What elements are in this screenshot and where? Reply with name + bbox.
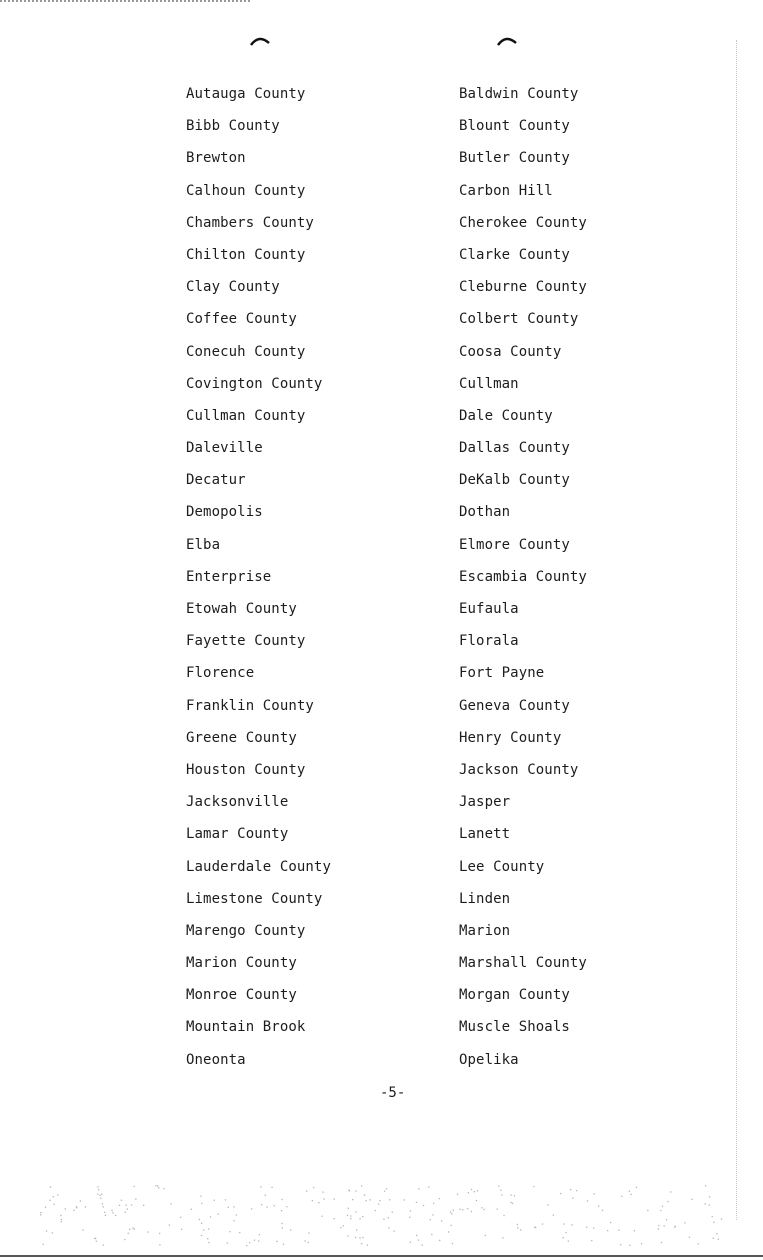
left-column-entry: Mountain Brook (186, 1019, 306, 1036)
right-column-entry: Lee County (459, 858, 545, 875)
right-column-entry: Baldwin County (459, 86, 579, 102)
left-column-entry: Clay County (186, 279, 280, 296)
left-column-entry: Daleville (186, 440, 263, 457)
right-column-entry: Carbon Hill (459, 182, 553, 199)
right-column-entry: Opelika (459, 1051, 519, 1068)
right-column-entry: Geneva County (459, 697, 570, 714)
binding-arc-mark-left (249, 34, 271, 46)
right-column-entry: Dale County (459, 407, 553, 424)
right-column-entry: Lanett (459, 826, 511, 843)
top-edge-dotted-line (0, 0, 250, 5)
right-column-entry: Colbert County (459, 311, 579, 328)
right-column-entry: Morgan County (459, 987, 570, 1004)
right-column-entry: Marshall County (459, 955, 587, 972)
left-column-entry: Etowah County (186, 601, 297, 617)
right-margin-artifact (736, 40, 737, 1220)
right-column-entry: Butler County (459, 150, 570, 167)
left-column-entry: Lamar County (186, 826, 289, 843)
scan-noise-speckle (0, 1180, 763, 1250)
left-column-entry: Florence (186, 665, 255, 682)
left-column-entry: Coffee County (186, 311, 297, 328)
left-column-entry: Conecuh County (186, 343, 306, 360)
right-column-entry: Cleburne County (459, 279, 587, 296)
left-column-entry: Brewton (186, 150, 246, 167)
left-column-entry: Greene County (186, 729, 297, 746)
right-column-entry: Jasper (459, 794, 511, 811)
bottom-edge-rule (0, 1255, 763, 1257)
right-column-entry: Clarke County (459, 246, 570, 263)
right-column-entry: Marion (459, 922, 511, 939)
left-column-entry: Cullman County (186, 407, 306, 424)
left-column-entry: Enterprise (186, 568, 272, 585)
left-column-entry: Jacksonville (186, 794, 289, 811)
right-column-entry: Coosa County (459, 343, 562, 360)
left-column-entry: Bibb County (186, 118, 280, 135)
page-number: -5- (380, 1085, 406, 1101)
binding-arc-mark-right (496, 34, 518, 46)
right-column-entry: Dallas County (459, 440, 570, 457)
left-column-entry: Demopolis (186, 504, 263, 521)
right-column-entry: Muscle Shoals (459, 1019, 570, 1036)
left-column-entry: Elba (186, 536, 221, 553)
right-column-entry: Cherokee County (459, 214, 587, 231)
left-column-entry: Decatur (186, 472, 246, 489)
left-column-entry: Fayette County (186, 633, 306, 650)
left-column-entry: Covington County (186, 375, 323, 392)
left-column-entry: Calhoun County (186, 182, 306, 199)
right-column-entry: Escambia County (459, 568, 587, 585)
right-column-entry: Fort Payne (459, 665, 545, 682)
left-column-entry: Oneonta (186, 1051, 246, 1068)
right-column-entry: Elmore County (459, 536, 570, 553)
left-column-entry: Chambers County (186, 214, 314, 231)
left-column-entry: Franklin County (186, 697, 314, 714)
right-column-list (459, 83, 587, 1081)
left-column-entry: Limestone County (186, 890, 323, 907)
left-column-entry: Lauderdale County (186, 858, 331, 875)
right-column-entry: Linden (459, 890, 511, 907)
left-column-entry: Autauga County (186, 86, 306, 102)
right-column-entry: Eufaula (459, 601, 519, 617)
left-column-entry: Monroe County (186, 987, 297, 1004)
left-column-list (186, 83, 331, 1081)
left-column-entry: Marion County (186, 955, 297, 972)
left-column-entry: Marengo County (186, 922, 306, 939)
right-column-entry: Jackson County (459, 761, 579, 778)
left-column-entry: Chilton County (186, 246, 306, 263)
left-column-entry: Houston County (186, 761, 306, 778)
right-column-entry: DeKalb County (459, 472, 570, 489)
right-column-entry: Cullman (459, 375, 519, 392)
right-column-entry: Florala (459, 633, 519, 650)
right-column-entry: Blount County (459, 118, 570, 135)
right-column-entry: Dothan (459, 504, 511, 521)
right-column-entry: Henry County (459, 729, 562, 746)
